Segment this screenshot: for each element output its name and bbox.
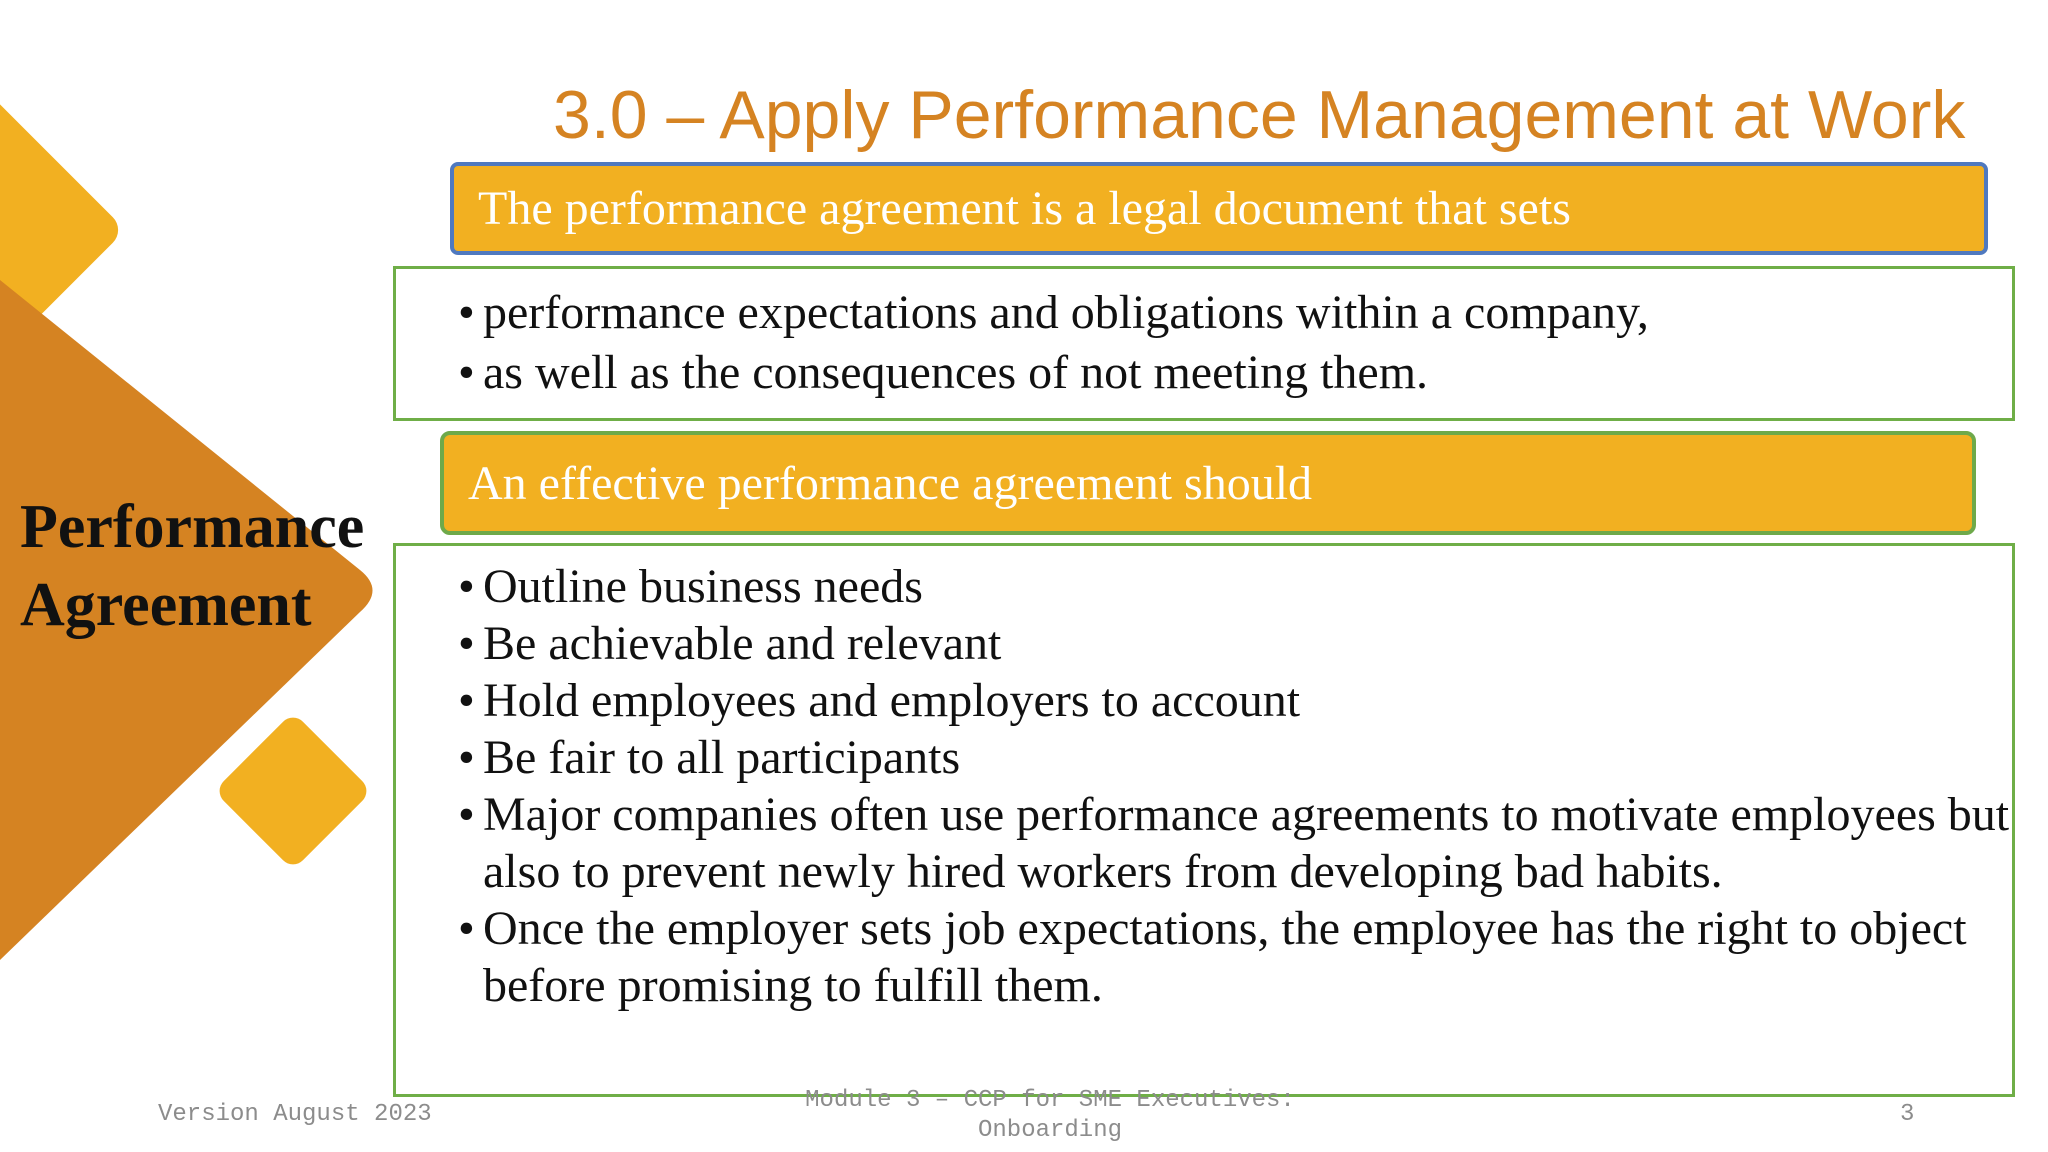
side-title bbox=[20, 488, 400, 644]
footer-page-number: 3 bbox=[1900, 1101, 1915, 1128]
list-item: • Major companies often use performance agreements to motivate employees but also to prevent newly hired workers from developing bad habits. bbox=[458, 788, 2010, 898]
bullet-icon: • bbox=[458, 902, 475, 955]
section1-header-text: The performance agreement is a legal document that sets bbox=[478, 182, 1571, 235]
section1-list bbox=[458, 283, 2012, 403]
list-item: • Outline business needs bbox=[458, 560, 923, 613]
slide-title: 3.0 – Apply Performance Management at Work bbox=[553, 77, 1966, 153]
bullet-icon: • bbox=[458, 346, 475, 399]
footer-module bbox=[700, 1086, 1400, 1146]
bullet-icon: • bbox=[458, 788, 475, 841]
list-item: • performance expectations and obligations within a company, bbox=[458, 283, 2012, 343]
list-item: • Hold employees and employers to account bbox=[458, 674, 1301, 727]
side-title-line1: Performance bbox=[20, 493, 365, 561]
section2-header-text: An effective performance agreement should bbox=[468, 456, 1313, 510]
section1-header bbox=[450, 162, 1988, 255]
bullet-icon: • bbox=[458, 617, 475, 670]
list-item: • Be fair to all participants bbox=[458, 731, 961, 784]
list-item: • Once the employer sets job expectations, the employee has the right to object before promising to fulfill them. bbox=[458, 902, 1967, 1012]
bullet-icon: • bbox=[458, 731, 475, 784]
bullet-icon: • bbox=[458, 560, 475, 613]
section2-header bbox=[440, 431, 1976, 535]
bullet-icon: • bbox=[458, 286, 475, 339]
section2-list bbox=[458, 558, 2012, 1014]
footer-module-line1: Module 3 – CCP for SME Executives: bbox=[805, 1087, 1295, 1114]
section1-list-box bbox=[393, 266, 2015, 421]
section2-list-box bbox=[393, 543, 2015, 1097]
bullet-icon: • bbox=[458, 674, 475, 727]
side-title-line2: Agreement bbox=[20, 571, 312, 639]
footer-version: Version August 2023 bbox=[158, 1101, 432, 1128]
list-item: • Be achievable and relevant bbox=[458, 617, 1002, 670]
list-item: • as well as the consequences of not meeting them. bbox=[458, 343, 2012, 403]
footer-module-line2: Onboarding bbox=[977, 1117, 1123, 1144]
yellow-diamond-small bbox=[214, 712, 372, 870]
